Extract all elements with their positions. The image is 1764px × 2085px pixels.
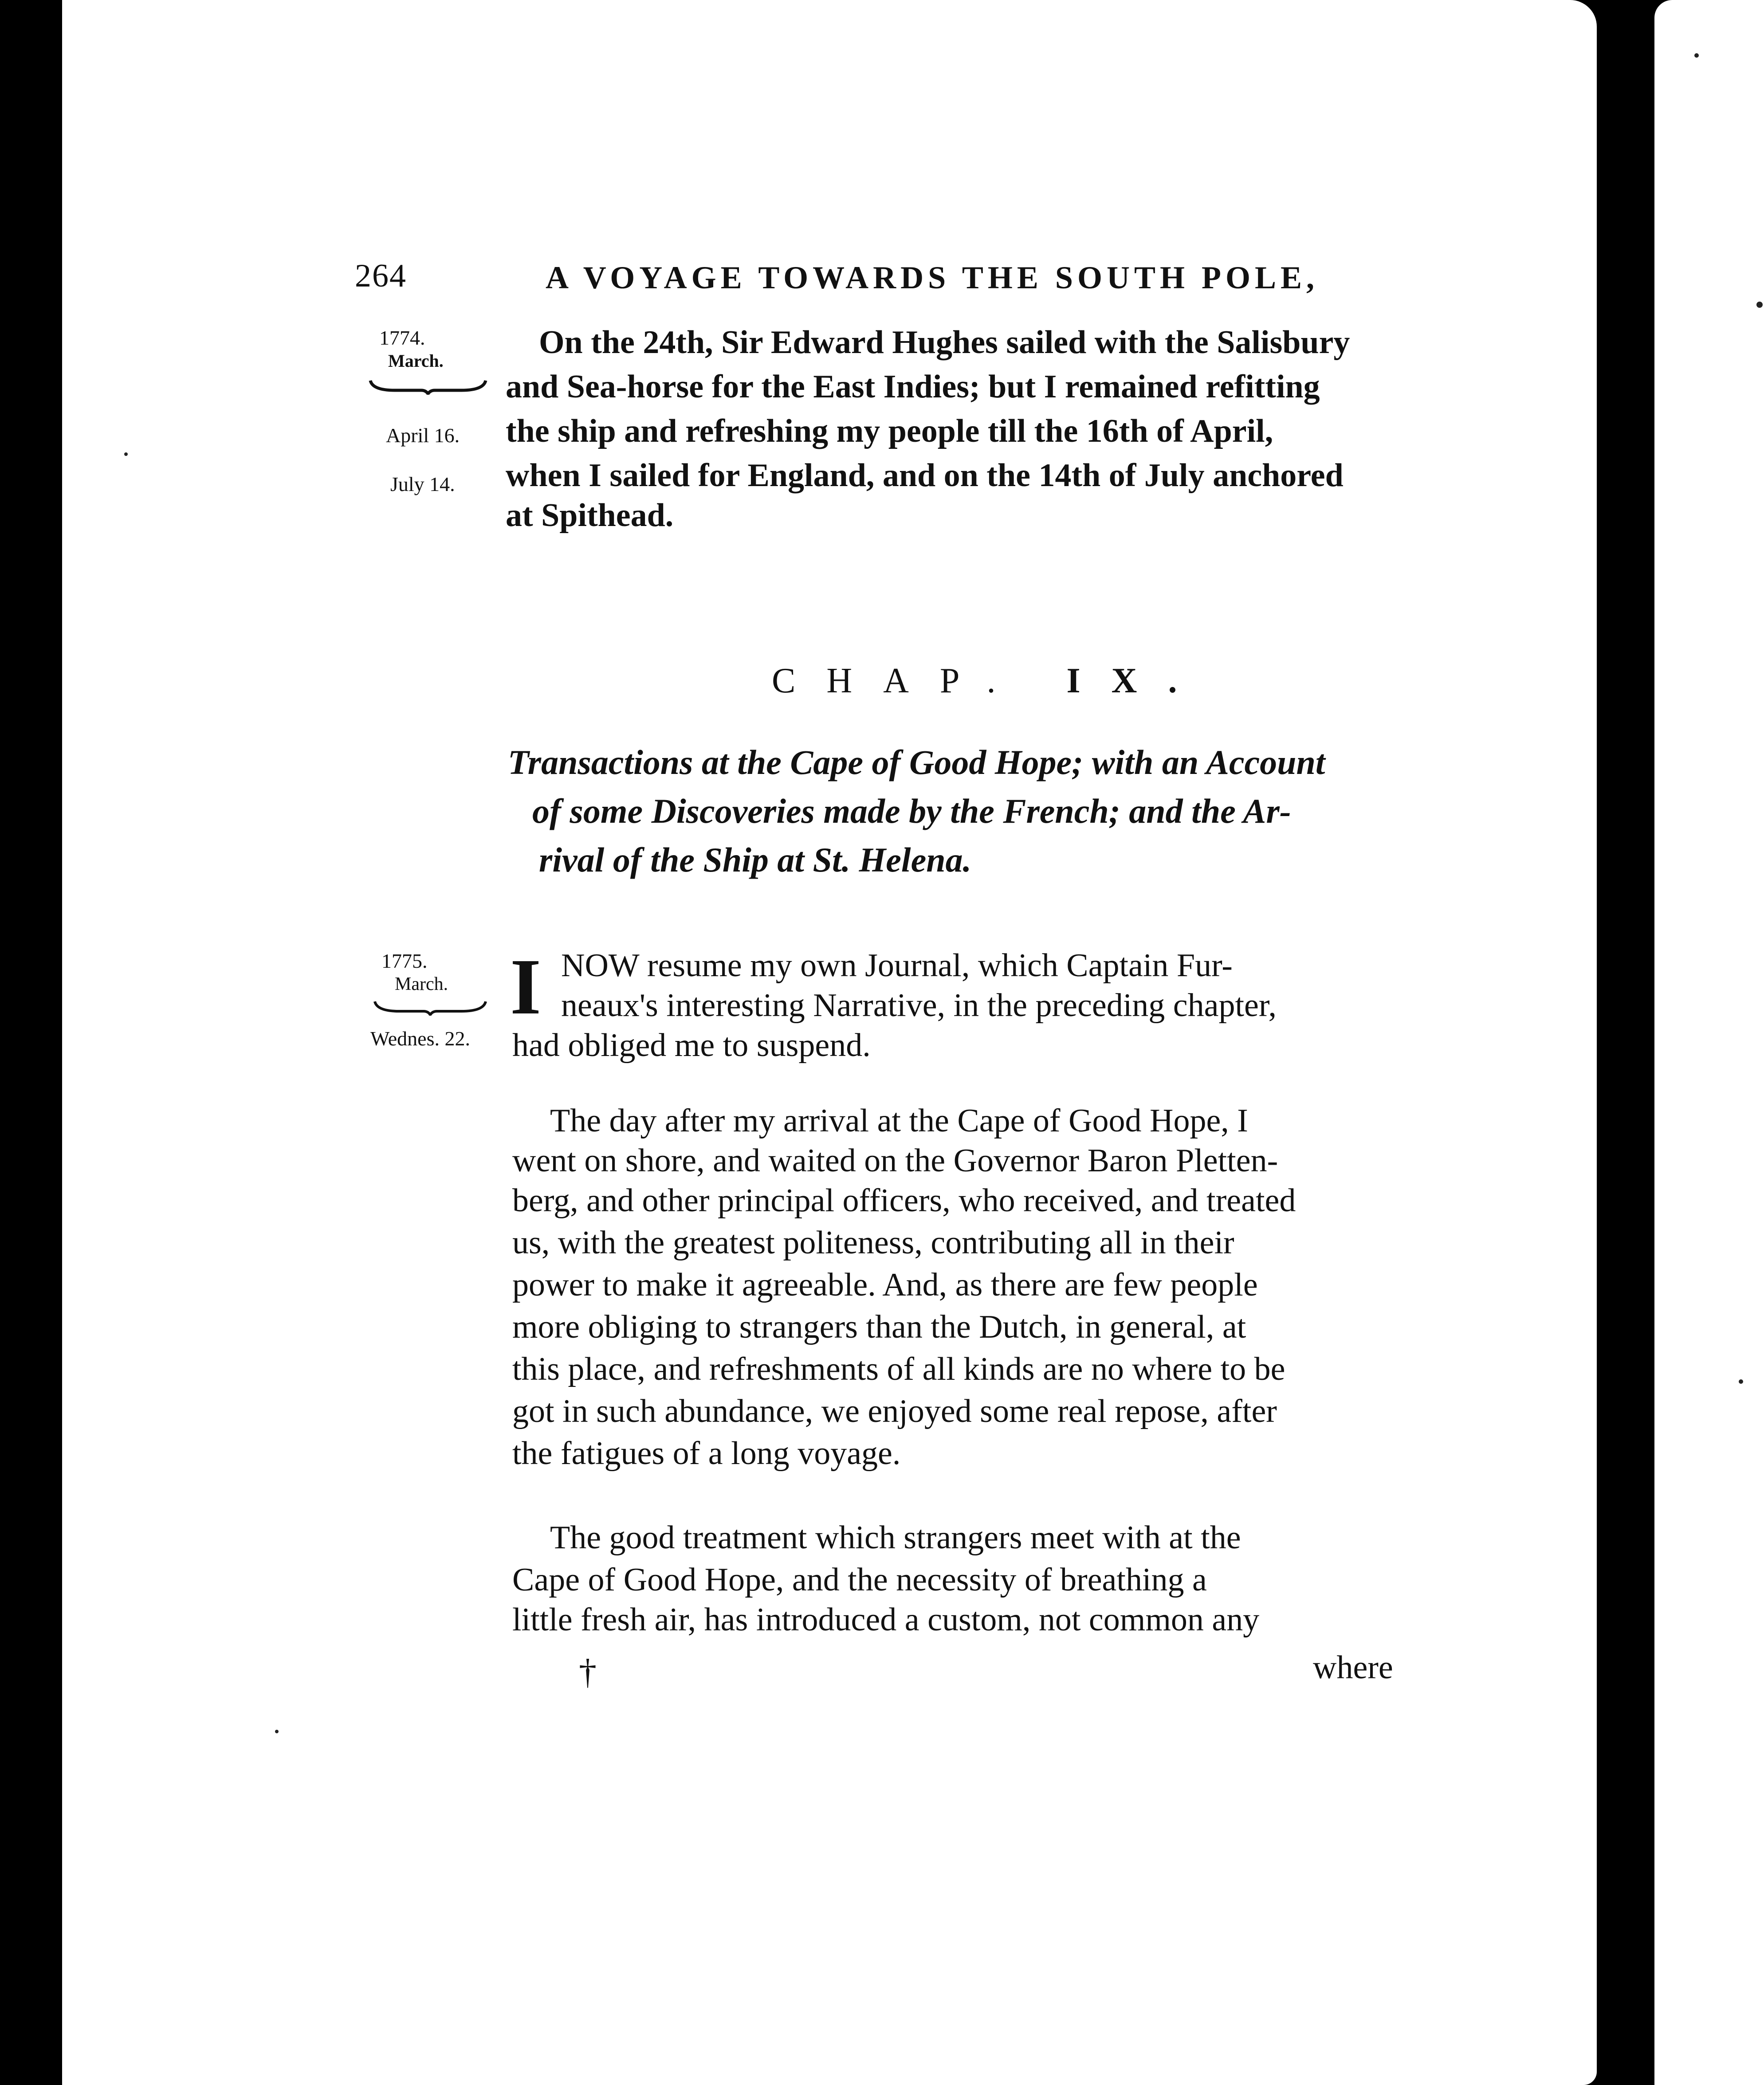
margin-month-march: March.: [395, 974, 448, 994]
running-title: A VOYAGE TOWARDS THE SOUTH POLE,: [546, 260, 1319, 295]
margin-month-march: March.: [388, 351, 444, 371]
chapter-label: CHAP.: [772, 661, 1027, 700]
scan-speck: [1694, 53, 1699, 58]
chapter-summary-line: of some Discoveries made by the French; and the Ar-: [532, 792, 1291, 830]
text-line: went on shore, and waited on the Governor Baron Pletten-: [512, 1143, 1278, 1179]
facing-page: [1654, 0, 1764, 2085]
text-line: On the 24th, Sir Edward Hughes sailed with the Salisbury: [539, 324, 1350, 361]
page-number: 264: [355, 258, 407, 294]
margin-brace: [368, 377, 488, 395]
text-line: got in such abundance, we enjoyed some real repose, after: [512, 1393, 1277, 1429]
text-line: at Spithead.: [506, 497, 674, 534]
text-line: The day after my arrival at the Cape of Good Hope, I: [550, 1103, 1248, 1139]
text-line: had obliged me to suspend.: [512, 1027, 871, 1064]
text-line: this place, and refreshments of all kinds are no where to be: [512, 1351, 1285, 1387]
drop-cap: I: [510, 942, 542, 1031]
scan-speck: [124, 452, 128, 456]
margin-year-1774: 1774.: [379, 326, 425, 349]
text-line: us, with the greatest politeness, contributing all in their: [512, 1225, 1234, 1261]
text-line: The good treatment which strangers meet with at the: [550, 1520, 1241, 1556]
margin-date-april-16: April 16.: [386, 424, 460, 447]
margin-brace: [373, 998, 488, 1016]
text-line: the ship and refreshing my people till the 16th of April,: [506, 413, 1273, 449]
text-line: Cape of Good Hope, and the necessity of breathing a: [512, 1562, 1207, 1598]
page-gutter: [1597, 0, 1654, 2085]
text-line: berg, and other principal officers, who received, and treated: [512, 1182, 1296, 1219]
chapter-summary-line: Transactions at the Cape of Good Hope; with an Account: [508, 743, 1325, 781]
text-line: the fatigues of a long voyage.: [512, 1435, 901, 1472]
text-line: power to make it agreeable. And, as there are few people: [512, 1267, 1258, 1303]
scan-speck: [1739, 1379, 1743, 1384]
scan-speck: [1756, 302, 1763, 308]
margin-date-wednes-22: Wednes. 22.: [370, 1027, 470, 1050]
margin-date-july-14: July 14.: [390, 473, 455, 495]
scan-speck: [275, 1730, 279, 1733]
text-line: little fresh air, has introduced a custom, not common any: [512, 1602, 1260, 1638]
chapter-summary-line: rival of the Ship at St. Helena.: [539, 840, 972, 879]
signature-mark: †: [579, 1653, 597, 1692]
text-line: when I sailed for England, and on the 14th of July anchored: [506, 457, 1344, 494]
text-line: and Sea-horse for the East Indies; but I remained refitting: [506, 369, 1320, 405]
catchword: where: [1313, 1649, 1393, 1686]
margin-year-1775: 1775.: [381, 950, 428, 972]
chapter-heading: [772, 661, 1208, 701]
text-line: NOW resume my own Journal, which Captain Fur-: [561, 947, 1233, 984]
text-line: more obliging to strangers than the Dutch, in general, at: [512, 1309, 1246, 1345]
chapter-number: IX.: [1066, 661, 1208, 700]
text-line: neaux's interesting Narrative, in the preceding chapter,: [561, 987, 1277, 1024]
left-binding: [0, 0, 71, 2085]
